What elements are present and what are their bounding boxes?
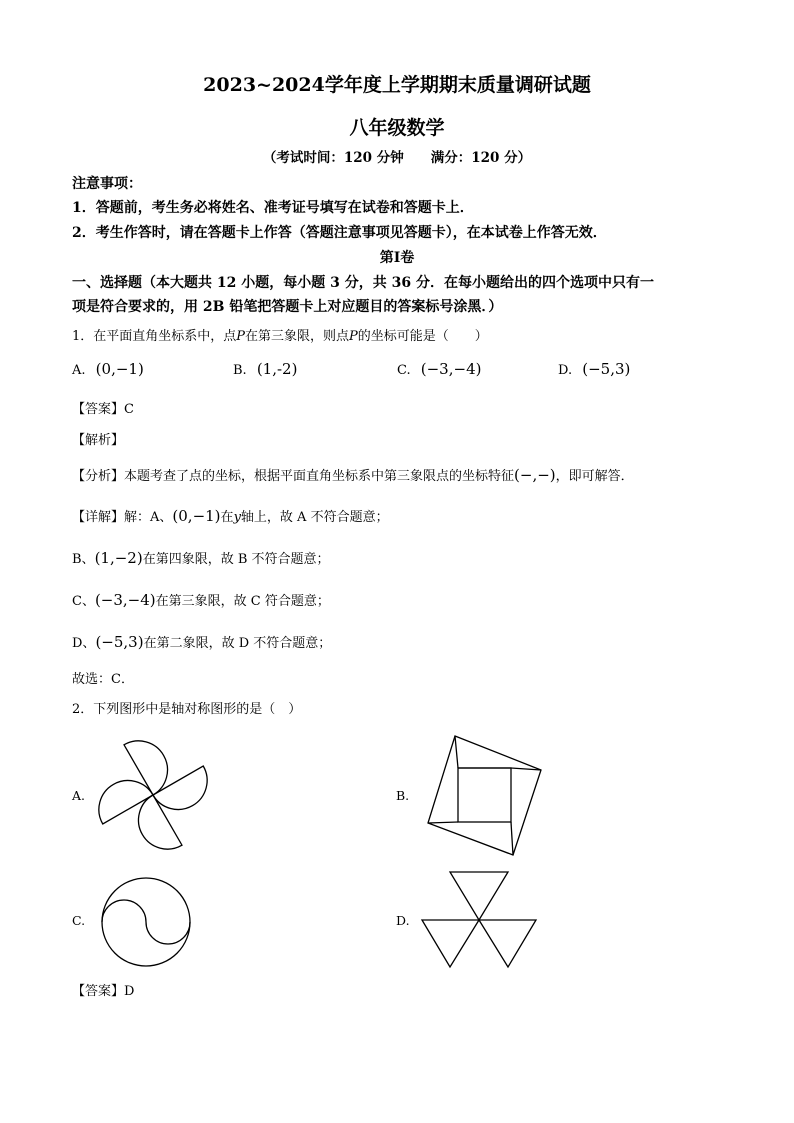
fenxi-text: 本题考查了点的坐标，根据平面直角坐标系中第三象限点的坐标特征 [124, 469, 515, 484]
answer-tag: 【答案】 [72, 984, 125, 999]
q1-var-p: P [349, 329, 358, 344]
q2-stem: 2．下列图形中是轴对称图形的是（ ） [72, 702, 302, 717]
option-label: D. [558, 363, 573, 378]
option-value: (−5,3) [582, 360, 631, 378]
detail-text: C、 [72, 594, 95, 609]
notes-heading: 注意事项： [72, 176, 142, 192]
q1-answer [72, 398, 134, 417]
answer-value: C [124, 402, 134, 417]
part1-instructions-line2: 项是符合要求的，用 2B 铅笔把答题卡上对应题目的答案标号涂黑．） [72, 299, 503, 315]
fenxi-math: (−,−) [514, 466, 556, 484]
detail-math: (1,−2) [94, 549, 143, 567]
detail-math: (−5,3) [95, 633, 144, 651]
detail-text: 轴上，故 A 不符合题意； [240, 510, 389, 525]
q1-analysis-tag: 【解析】 [72, 433, 125, 448]
detail-text: 在第三象限，故 C 符合题意； [155, 594, 330, 609]
notes-item-1: 1．答题前，考生务必将姓名、准考证号填写在试卷和答题卡上． [72, 200, 474, 216]
q1-stem-part: 1．在平面直角坐标系中，点 [72, 329, 237, 344]
detail-text: 在第二象限，故 D 不符合题意； [143, 636, 332, 651]
q1-stem [72, 325, 488, 344]
q1-detail-c [72, 590, 330, 609]
option-label: A. [72, 363, 86, 378]
q2-answer [72, 980, 134, 999]
detail-text: 解：A、 [124, 510, 173, 525]
exam-info: （考试时间：120 分钟 满分：120 分） [262, 150, 532, 166]
detail-text: D、 [72, 636, 96, 651]
q2-option-b-label: B. [396, 788, 410, 803]
detail-text: 在第四象限，故 B 不符合题意； [142, 552, 330, 567]
option-value: (1,-2) [256, 360, 298, 378]
part1-instructions-line1: 一、选择题（本大题共 12 小题，每小题 3 分，共 36 分．在每小题给出的四个选项中只有一 [72, 275, 654, 291]
option-label: C. [397, 363, 411, 378]
detail-math: (−3,−4) [94, 591, 156, 609]
exam-title: 2023~2024学年度上学期期末质量调研试题 [203, 74, 591, 96]
q1-conclusion: 故选：C． [72, 672, 134, 687]
q1-fenxi [72, 465, 634, 484]
notes-item-2: 2．考生作答时，请在答题卡上作答（答题注意事项见答题卡），在本试卷上作答无效． [72, 225, 607, 241]
pinwheel-figure [95, 735, 210, 850]
answer-tag: 【答案】 [72, 402, 125, 417]
q1-option-a [72, 360, 144, 378]
q1-var-p: P [236, 329, 246, 344]
detail-tag: 【详解】 [72, 510, 125, 525]
detail-var-y: y [233, 510, 241, 525]
q1-option-b [233, 360, 297, 378]
option-value: (−3,−4) [420, 360, 482, 378]
q1-detail-b [72, 548, 330, 567]
detail-text: 在 [220, 510, 234, 525]
triple-triangle-figure [420, 870, 538, 970]
yin-yang-figure [100, 876, 192, 968]
volume-heading: 第Ⅰ卷 [379, 250, 415, 266]
detail-text: B、 [72, 552, 95, 567]
square-pinwheel-figure [425, 733, 545, 858]
q2-option-c-label: C. [72, 913, 86, 928]
q1-stem-part: 的坐标可能是（ ） [357, 329, 488, 344]
exam-subject: 八年级数学 [349, 117, 445, 139]
q1-detail-d [72, 632, 331, 651]
q1-detail-a [72, 506, 389, 525]
q1-stem-part: 在第三象限，则点 [245, 329, 350, 344]
q1-option-d [558, 360, 630, 378]
option-label: B. [233, 363, 247, 378]
option-value: (0,−1) [95, 360, 144, 378]
fenxi-text: ，即可解答． [555, 469, 634, 484]
fenxi-tag: 【分析】 [72, 469, 125, 484]
detail-math: (0,−1) [172, 507, 221, 525]
q2-option-d-label: D. [396, 913, 410, 928]
answer-value: D [124, 984, 135, 999]
q2-option-a-label: A. [72, 788, 86, 803]
q1-option-c [397, 360, 481, 378]
